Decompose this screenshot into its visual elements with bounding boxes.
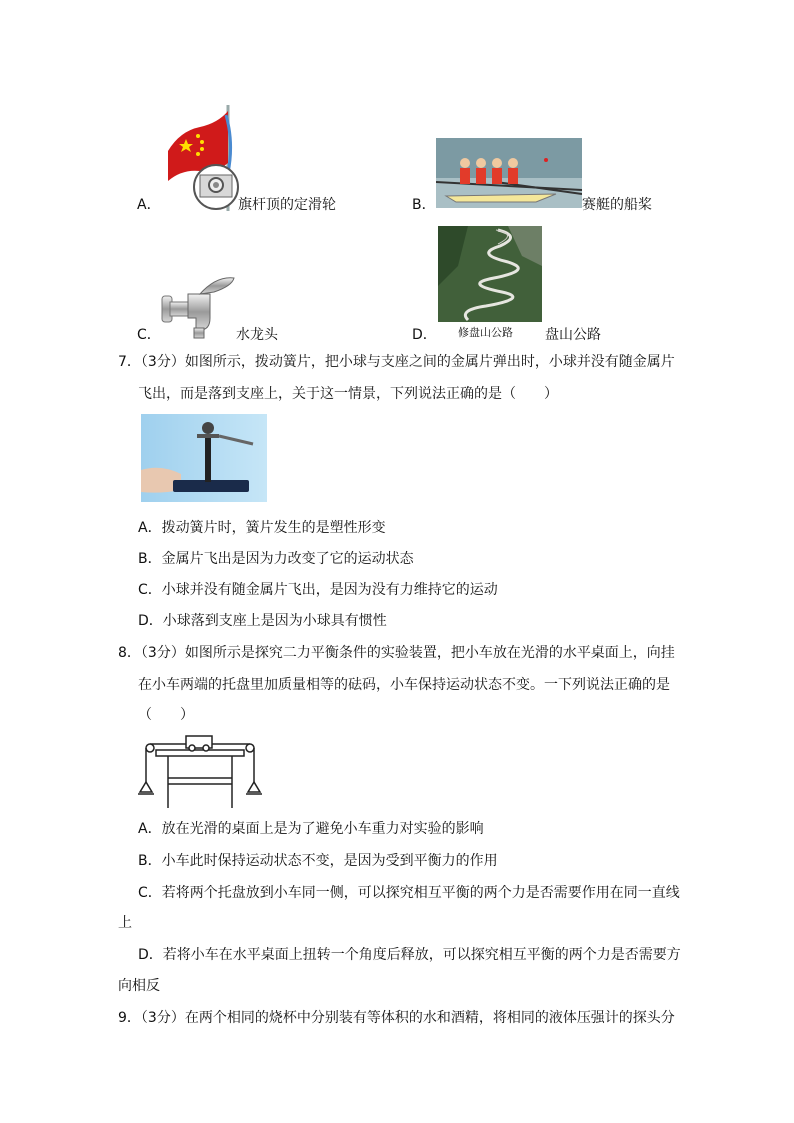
q8-option-d: D．若将小车在水平桌面上扭转一个角度后释放，可以探究相互平衡的两个力是否需要方 bbox=[138, 947, 681, 963]
mountain-road-image bbox=[438, 226, 542, 322]
q9-stem-line1: 9．（3分）在两个相同的烧杯中分别装有等体积的水和酒精，将相同的液体压强计的探头分 bbox=[118, 1010, 675, 1026]
q8-stem-line2: 在小车两端的托盘里加质量相等的砝码，小车保持运动状态不变。一下列说法正确的是 bbox=[138, 677, 670, 693]
q7-stem-line1: 7．（3分）如图所示，拨动簧片，把小球与支座之间的金属片弹出时，小球并没有随金属片 bbox=[118, 354, 675, 370]
q7-option-d: D．小球落到支座上是因为小球具有惯性 bbox=[138, 613, 387, 629]
q8-option-c-cont: 上 bbox=[118, 915, 132, 931]
option-d-caption: 盘山公路 bbox=[545, 327, 601, 343]
q7-stem-line2: 飞出，而是落到支座上，关于这一情景，下列说法正确的是（ ） bbox=[138, 386, 558, 402]
option-d-letter: D． bbox=[412, 327, 437, 343]
q8-option-a: A．放在光滑的桌面上是为了避免小车重力对实验的影响 bbox=[138, 821, 484, 837]
option-c-caption: 水龙头 bbox=[236, 327, 278, 343]
option-b-letter: B． bbox=[412, 197, 436, 213]
q8-option-d-cont: 向相反 bbox=[118, 978, 160, 994]
mountain-road-image-label-outer: 修盘山公路 bbox=[458, 326, 513, 339]
flag-pulley-image bbox=[160, 103, 240, 213]
option-a-caption: 旗杆顶的定滑轮 bbox=[238, 197, 336, 213]
option-b-caption: 赛艇的船桨 bbox=[582, 197, 652, 213]
q7-option-b: B．金属片飞出是因为力改变了它的运动状态 bbox=[138, 551, 414, 567]
q8-option-b: B．小车此时保持运动状态不变，是因为受到平衡力的作用 bbox=[138, 853, 498, 869]
rowing-boat-image bbox=[436, 138, 582, 208]
q8-stem-line1: 8．（3分）如图所示是探究二力平衡条件的实验装置，把小车放在光滑的水平桌面上，向挂 bbox=[118, 645, 675, 661]
option-a-letter: A． bbox=[137, 197, 161, 213]
spring-ball-experiment-image bbox=[141, 414, 267, 502]
q8-stem-line3: （ ） bbox=[138, 707, 194, 723]
q7-option-a: A．拨动簧片时，簧片发生的是塑性形变 bbox=[138, 520, 386, 536]
two-force-balance-apparatus-image bbox=[138, 734, 262, 810]
q7-option-c: C．小球并没有随金属片飞出，是因为没有力维持它的运动 bbox=[138, 582, 498, 598]
faucet-image bbox=[160, 268, 236, 344]
option-c-letter: C． bbox=[137, 327, 161, 343]
q8-option-c: C．若将两个托盘放到小车同一侧，可以探究相互平衡的两个力是否需要作用在同一直线 bbox=[138, 885, 680, 901]
